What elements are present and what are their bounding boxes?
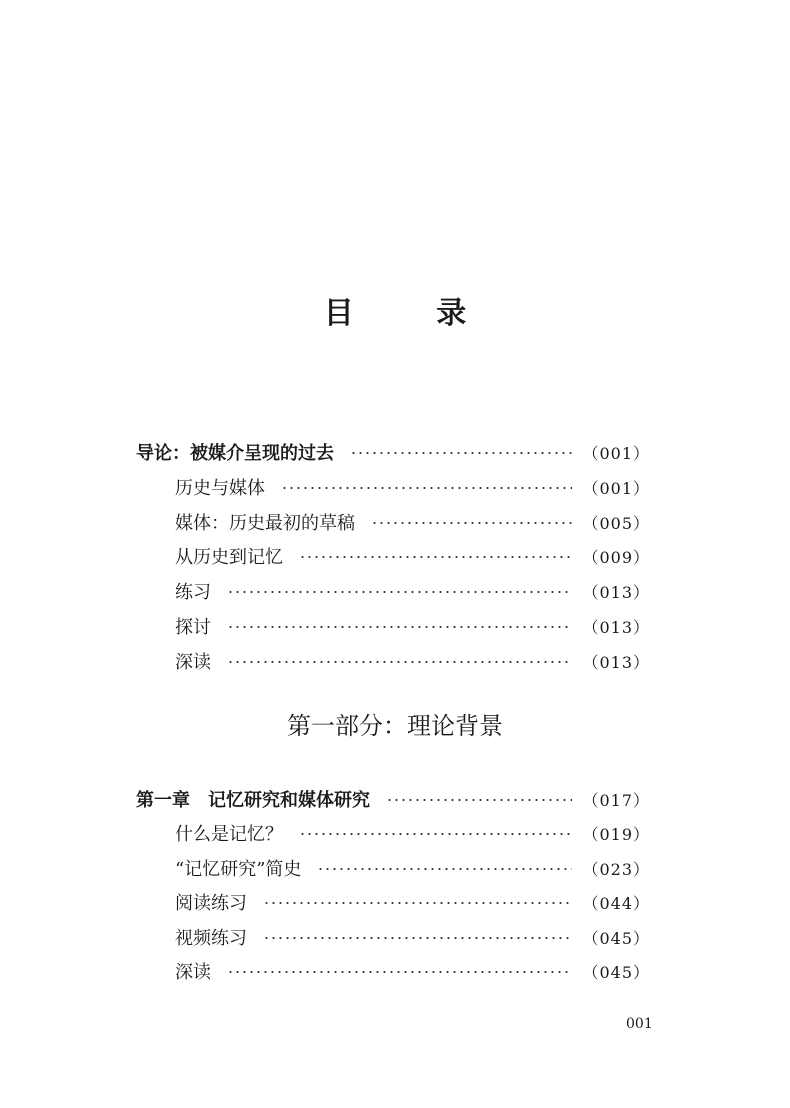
toc-entry-label: 什么是记忆？ bbox=[175, 824, 283, 845]
toc-item[interactable] bbox=[175, 576, 650, 606]
leader-dots bbox=[299, 556, 572, 558]
leader-dots bbox=[299, 833, 572, 835]
toc-page-number: （044） bbox=[582, 893, 650, 913]
leader-dots bbox=[227, 591, 572, 593]
toc-item[interactable] bbox=[175, 611, 650, 641]
toc-entry-label: 历史与媒体 bbox=[175, 478, 265, 499]
toc-page-number: （023） bbox=[582, 859, 650, 879]
part-title: 第一部分：理论背景 bbox=[287, 712, 503, 740]
toc-entry-label: 视频练习 bbox=[175, 928, 247, 949]
toc-page-number: （013） bbox=[582, 582, 650, 602]
page-number-footer: 001 bbox=[626, 1016, 653, 1032]
toc-page-number: （045） bbox=[582, 928, 650, 948]
chapter-title: 记忆研究和媒体研究 bbox=[208, 790, 370, 811]
leader-dots bbox=[263, 902, 572, 904]
toc-chapter-heading[interactable] bbox=[136, 784, 650, 814]
toc-item[interactable] bbox=[175, 956, 650, 986]
toc-item[interactable] bbox=[175, 887, 650, 917]
leader-dots bbox=[227, 626, 572, 628]
toc-entry-label: 从历史到记忆 bbox=[175, 547, 283, 568]
toc-page-number: （013） bbox=[582, 652, 650, 672]
toc-entry-label: 深读 bbox=[175, 652, 211, 673]
leader-dots bbox=[227, 661, 572, 663]
leader-dots bbox=[227, 971, 572, 973]
leader-dots bbox=[371, 522, 572, 524]
leader-dots bbox=[350, 452, 572, 454]
toc-page-number: （009） bbox=[582, 547, 650, 567]
leader-dots bbox=[386, 799, 572, 801]
toc-item[interactable] bbox=[175, 853, 650, 883]
page-title: 目 录 bbox=[323, 296, 503, 331]
toc-intro-heading[interactable] bbox=[136, 437, 650, 467]
leader-dots bbox=[281, 487, 572, 489]
toc-item[interactable] bbox=[175, 646, 650, 676]
toc-entry-label: 阅读练习 bbox=[175, 893, 247, 914]
toc-entry-label: 探讨 bbox=[175, 617, 211, 638]
toc-page-number: （013） bbox=[582, 617, 650, 637]
leader-dots bbox=[263, 937, 572, 939]
toc-item[interactable] bbox=[175, 818, 650, 848]
toc-entry-label: 深读 bbox=[175, 962, 211, 983]
toc-item[interactable] bbox=[175, 541, 650, 571]
toc-page-number: （017） bbox=[582, 790, 650, 810]
toc-entry-label: 导论：被媒介呈现的过去 bbox=[136, 443, 334, 464]
toc-item[interactable] bbox=[175, 507, 650, 537]
toc-page-number: （001） bbox=[582, 478, 650, 498]
toc-entry-label: 媒体：历史最初的草稿 bbox=[175, 513, 355, 534]
toc-entry-label: “记忆研究”简史 bbox=[175, 859, 302, 880]
toc-entry-label bbox=[136, 786, 370, 812]
toc-item[interactable] bbox=[175, 922, 650, 952]
toc-page-number: （019） bbox=[582, 824, 650, 844]
leader-dots bbox=[317, 868, 572, 870]
toc-entry-label: 练习 bbox=[175, 582, 211, 603]
toc-page-number: （045） bbox=[582, 962, 650, 982]
toc-item[interactable] bbox=[175, 472, 650, 502]
toc-page-number: （005） bbox=[582, 513, 650, 533]
toc-page-number: （001） bbox=[582, 443, 650, 463]
chapter-number: 第一章 bbox=[136, 790, 190, 811]
